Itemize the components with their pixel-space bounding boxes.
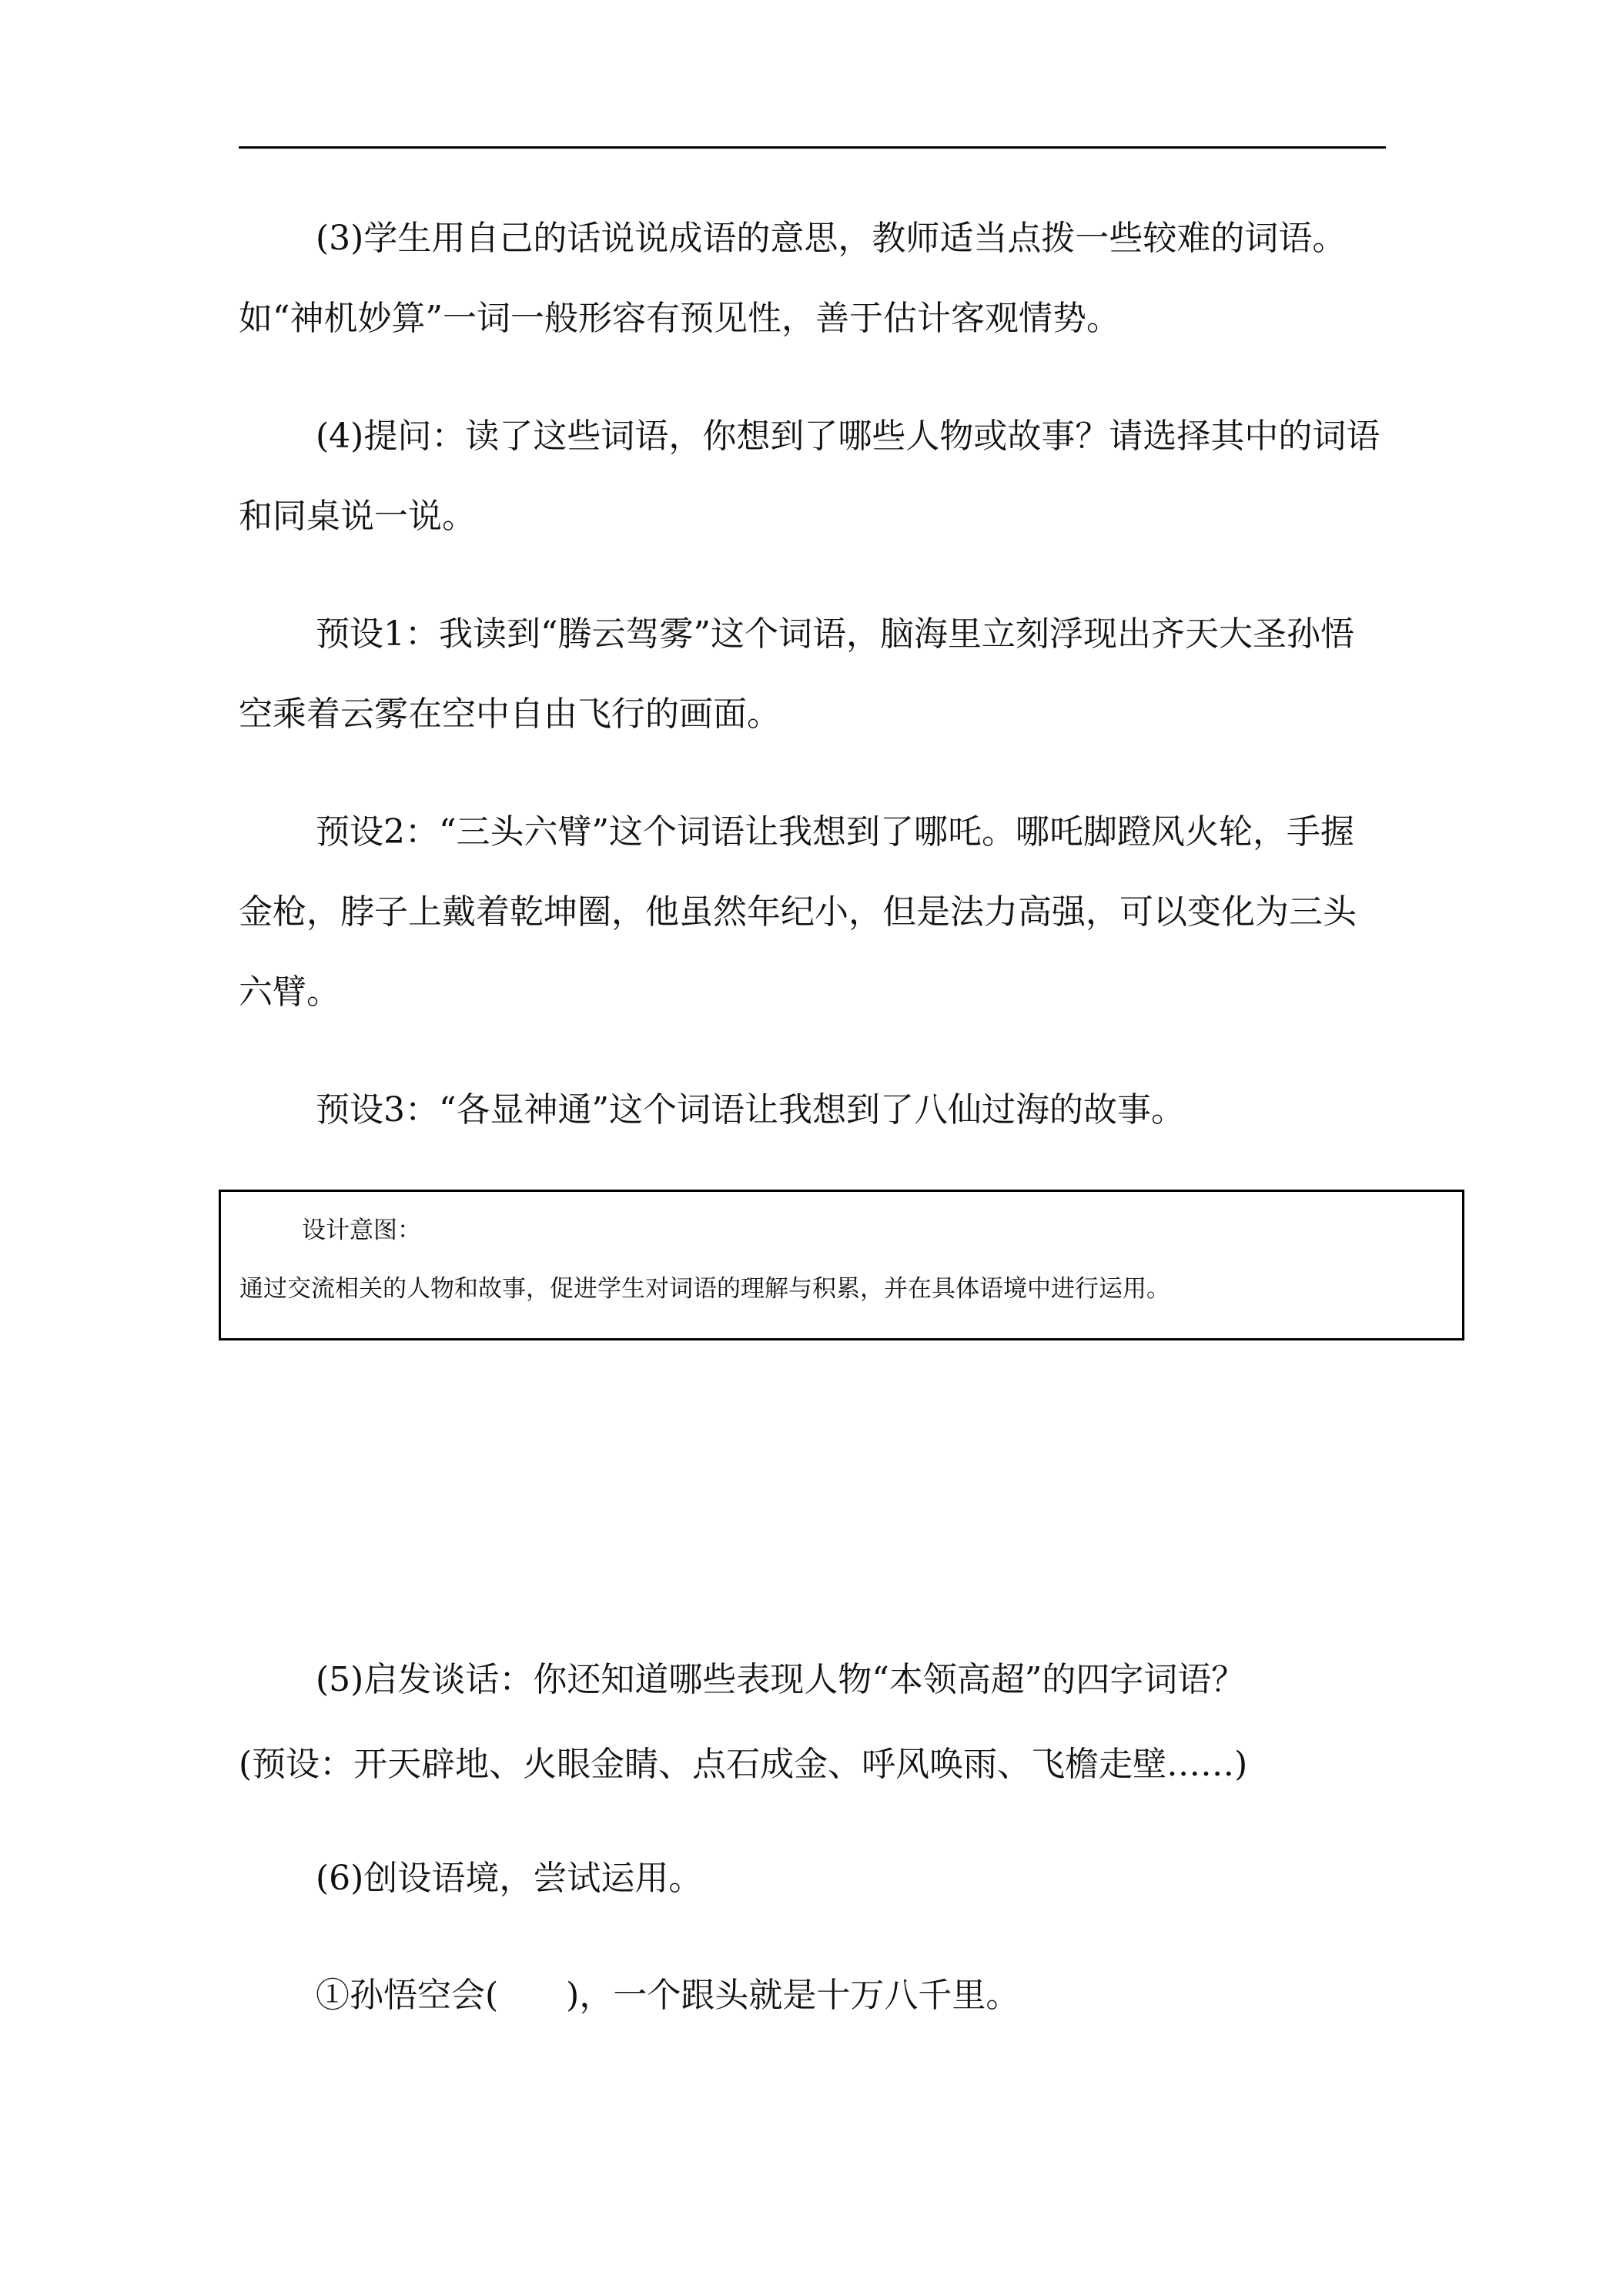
design-intent-box bbox=[219, 1190, 1464, 1340]
paragraph-5: (5)启发谈话：你还知道哪些表现人物“本领高超”的四字词语？ bbox=[316, 1660, 1246, 1699]
preset-2: 预设2：“三头六臂”这个词语让我想到了哪吒。哪吒脚蹬风火轮，手握金枪，脖子上戴着乾坤圈，他虽然年纪小，但是法力高强，可以变化为三头六臂。 bbox=[239, 812, 1357, 1012]
preset-1: 预设1：我读到“腾云驾雾”这个词语，脑海里立刻浮现出齐天大圣孙悟空乘着云雾在空中自由飞行的画面。 bbox=[239, 614, 1354, 734]
question-1: ①孙悟空会( )，一个跟头就是十万八千里。 bbox=[316, 1976, 1020, 2015]
paragraph-5-preset: (预设：开天辟地、火眼金睛、点石成金、呼风唤雨、飞檐走壁……) bbox=[239, 1745, 1248, 1784]
paragraph-6: (6)创设语境，尝试运用。 bbox=[316, 1859, 703, 1898]
design-intent-body: 通过交流相关的人物和故事，促进学生对词语的理解与积累，并在具体语境中进行运用。 bbox=[239, 1275, 1170, 1303]
design-intent-title: 设计意图： bbox=[302, 1217, 421, 1244]
preset-3: 预设3：“各显神通”这个词语让我想到了八仙过海的故事。 bbox=[316, 1090, 1185, 1130]
paragraph-4: (4)提问：读了这些词语，你想到了哪些人物或故事？请选择其中的词语和同桌说一说。 bbox=[239, 417, 1380, 536]
header-rule bbox=[239, 146, 1386, 149]
paragraph-3: (3)学生用自己的话说说成语的意思，教师适当点拨一些较难的词语。如“神机妙算”一词一般形容有预见性，善于估计客观情势。 bbox=[239, 219, 1347, 338]
